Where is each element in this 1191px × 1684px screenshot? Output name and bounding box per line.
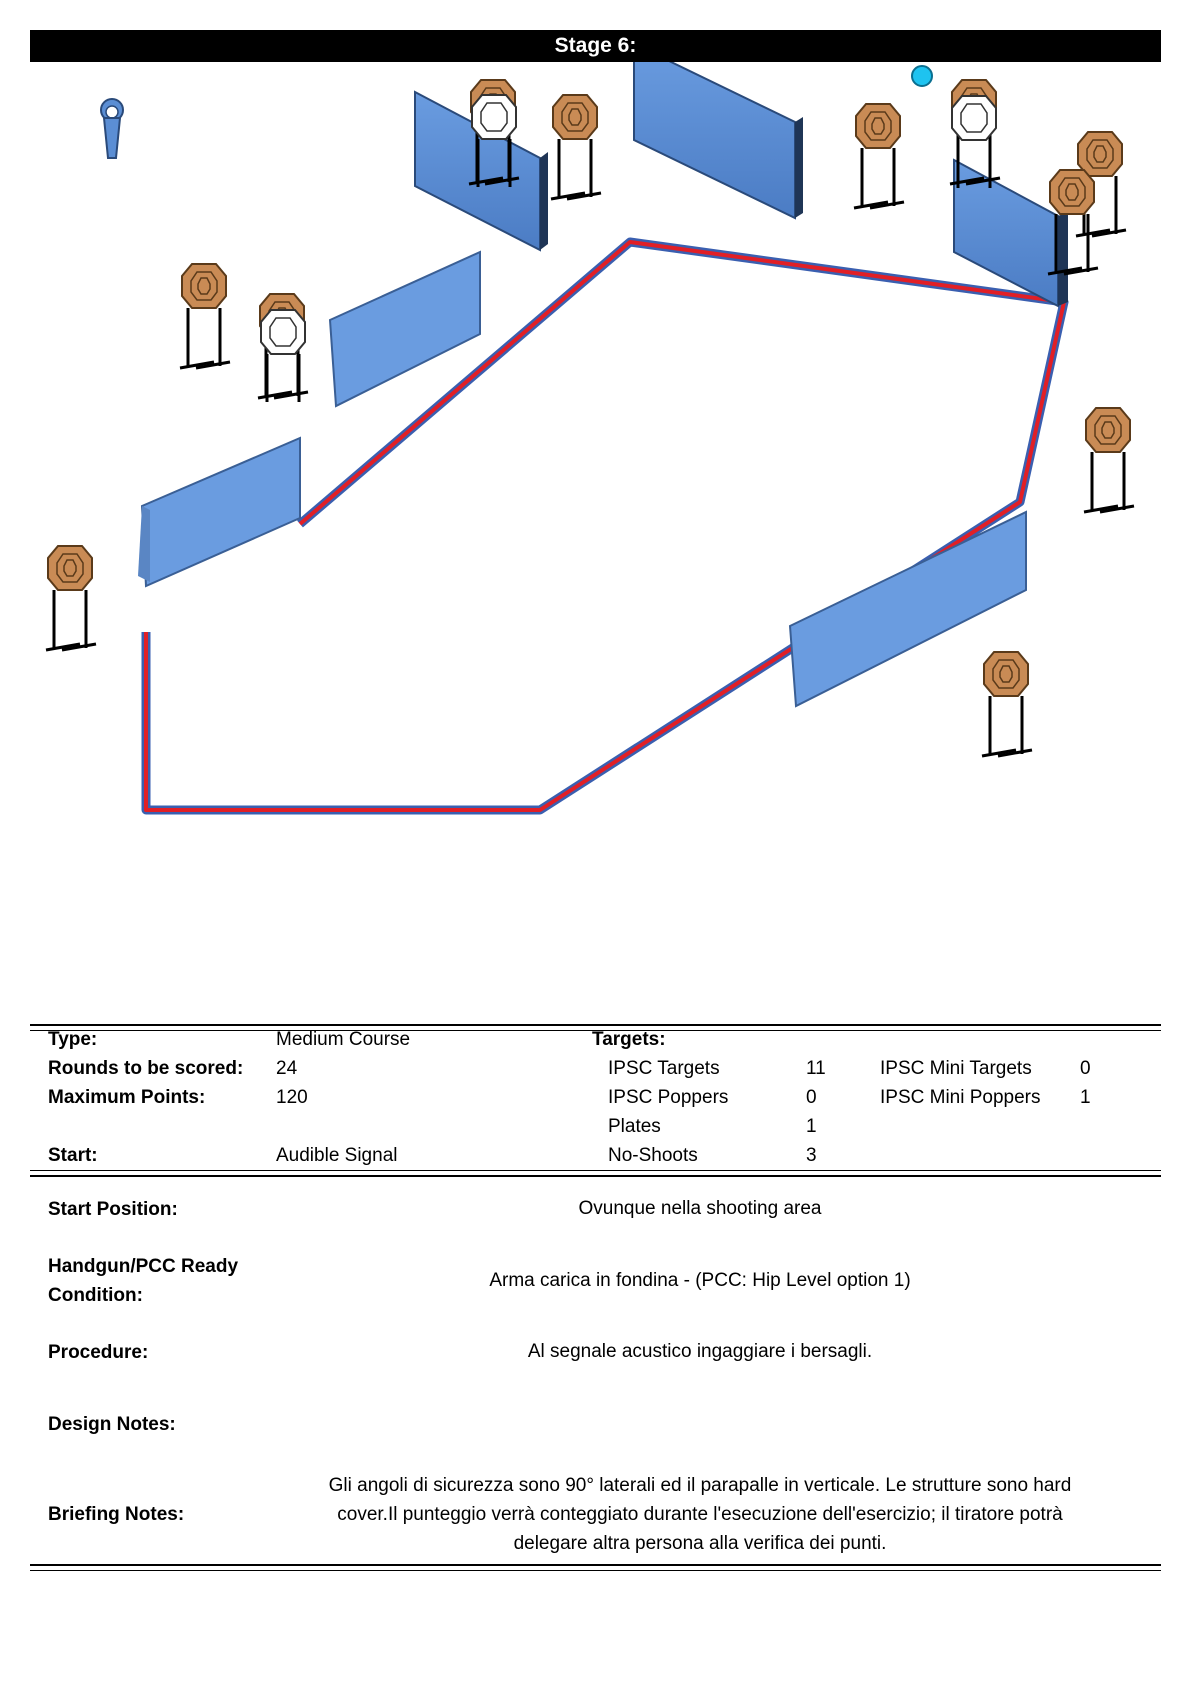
ready-label-line-2: Condition: — [48, 1285, 143, 1306]
target-2 — [551, 95, 601, 199]
procedure-value: Al segnale acustico ingaggiare i bersagli. — [527, 1341, 873, 1362]
plates-label: Plates — [608, 1116, 661, 1137]
ready-condition-value: Arma carica in fondina - (PCC: Hip Level option 1) — [489, 1270, 911, 1291]
target-7 — [180, 264, 230, 368]
wall-middle-left — [330, 252, 480, 406]
mini-targets-value: 0 — [1080, 1058, 1091, 1079]
no-shoots-label: No-Shoots — [608, 1145, 698, 1166]
start-value: Audible Signal — [276, 1145, 398, 1166]
start-position-value: Ovunque nella shooting area — [578, 1198, 822, 1219]
rounds-value: 24 — [276, 1058, 298, 1079]
plates-value: 1 — [806, 1116, 817, 1137]
rounds-label: Rounds to be scored: — [48, 1058, 244, 1079]
target-11 — [982, 652, 1032, 756]
max-points-value: 120 — [276, 1087, 308, 1108]
briefing-notes-label: Briefing Notes: — [48, 1504, 185, 1525]
max-points-label: Maximum Points: — [48, 1087, 206, 1108]
design-notes-label: Design Notes: — [48, 1414, 176, 1435]
start-label: Start: — [48, 1145, 98, 1166]
mini-targets-label: IPSC Mini Targets — [880, 1058, 1032, 1079]
procedure-label: Procedure: — [48, 1342, 149, 1363]
mini-popper — [101, 99, 123, 158]
ipsc-targets-value: 11 — [806, 1058, 826, 1079]
briefing-line-1: Gli angoli di sicurezza sono 90° laterali ed il parapalle in verticale. Le strutture sono hard — [328, 1475, 1072, 1496]
target-9 — [1084, 408, 1134, 512]
briefing-line-2: cover.Il punteggio verrà conteggiato durante l'esecuzione dell'esercizio; il tiratore potrà — [337, 1504, 1063, 1525]
start-position-label: Start Position: — [48, 1199, 178, 1220]
mini-poppers-value: 1 — [1080, 1087, 1091, 1108]
type-value: Medium Course — [276, 1029, 411, 1050]
ipsc-poppers-label: IPSC Poppers — [608, 1087, 729, 1108]
plate — [912, 66, 932, 86]
mini-poppers-label: IPSC Mini Poppers — [880, 1087, 1041, 1108]
wall-top-center — [634, 62, 803, 218]
target-6 — [1048, 170, 1098, 274]
stage-title: Stage 6: — [30, 30, 1161, 62]
ipsc-poppers-value: 0 — [806, 1087, 817, 1108]
ipsc-targets-label: IPSC Targets — [608, 1058, 720, 1079]
stage-diagram — [0, 62, 1191, 962]
targets-label: Targets: — [592, 1029, 666, 1050]
target-3 — [854, 104, 904, 208]
briefing-line-3: delegare altra persona alla verifica dei punti. — [513, 1533, 887, 1554]
target-10 — [46, 546, 96, 650]
wall-left — [138, 438, 300, 586]
noshoot-3 — [261, 310, 305, 402]
ready-label-line-1: Handgun/PCC Ready — [48, 1256, 239, 1277]
type-label: Type: — [48, 1029, 98, 1050]
no-shoots-value: 3 — [806, 1145, 817, 1166]
